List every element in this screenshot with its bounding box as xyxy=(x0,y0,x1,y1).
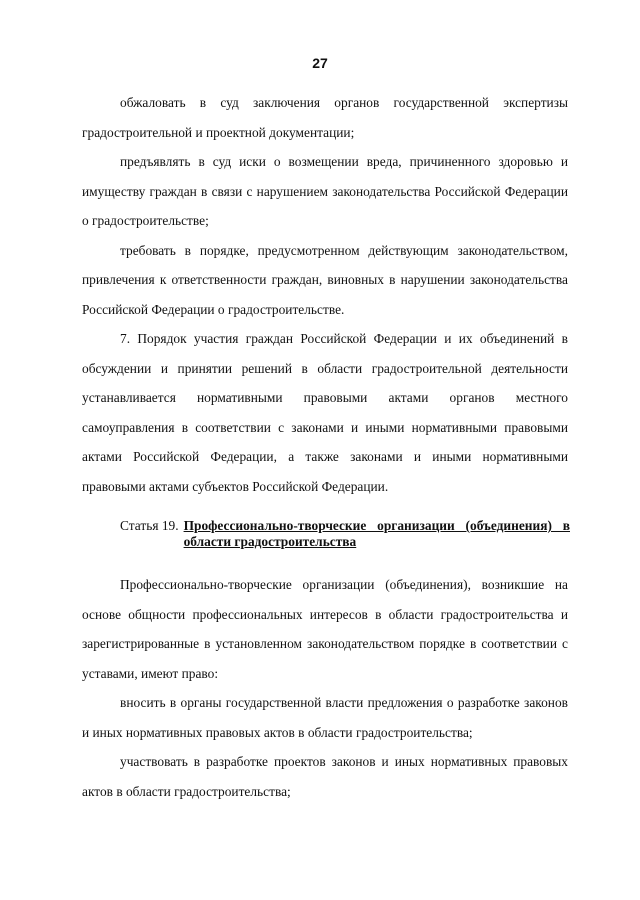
article-title: Профессионально-творческие организации (объединения) в области градостроительства xyxy=(183,518,570,549)
paragraph: участвовать в разработке проектов законов и иных нормативных правовых актов в области градостроительства; xyxy=(82,754,568,799)
text-block-upper xyxy=(82,88,568,501)
page-number: 27 xyxy=(312,55,328,71)
paragraph: требовать в порядке, предусмотренном действующим законодательством, привлечения к ответственности граждан, виновных в нарушении законодательства Российской Федерации о градостроительстве. xyxy=(82,242,568,317)
article-heading xyxy=(120,518,570,550)
paragraph: обжаловать в суд заключения органов государственной экспертизы градостроительной и проектной документации; xyxy=(82,95,568,140)
paragraph: Профессионально-творческие организации (объединения), возникшие на основе общности профессиональных интересов в области градостроительства и зарегистрированные в установленном законодательством порядке в соответствии с уставами, имеют право: xyxy=(82,577,568,681)
paragraph: предъявлять в суд иски о возмещении вреда, причиненного здоровью и имуществу граждан в связи с нарушением законодательства Российской Федерации о градостроительстве; xyxy=(82,154,568,228)
paragraph: вносить в органы государственной власти предложения о разработке законов и иных нормативных правовых актов в области градостроительства; xyxy=(82,695,568,740)
article-label: Статья 19. xyxy=(120,518,179,533)
text-block-lower xyxy=(82,570,568,806)
paragraph: 7. Порядок участия граждан Российской Федерации и их объединений в обсуждении и принятии решений в области градостроительной деятельности устанавливается нормативными правовыми актами органов местного самоуправления в соответствии с законами и иными нормативными правовыми актами Российской Федерации, а также законами и иными нормативными правовыми актами субъектов Российской Федерации. xyxy=(82,331,568,494)
